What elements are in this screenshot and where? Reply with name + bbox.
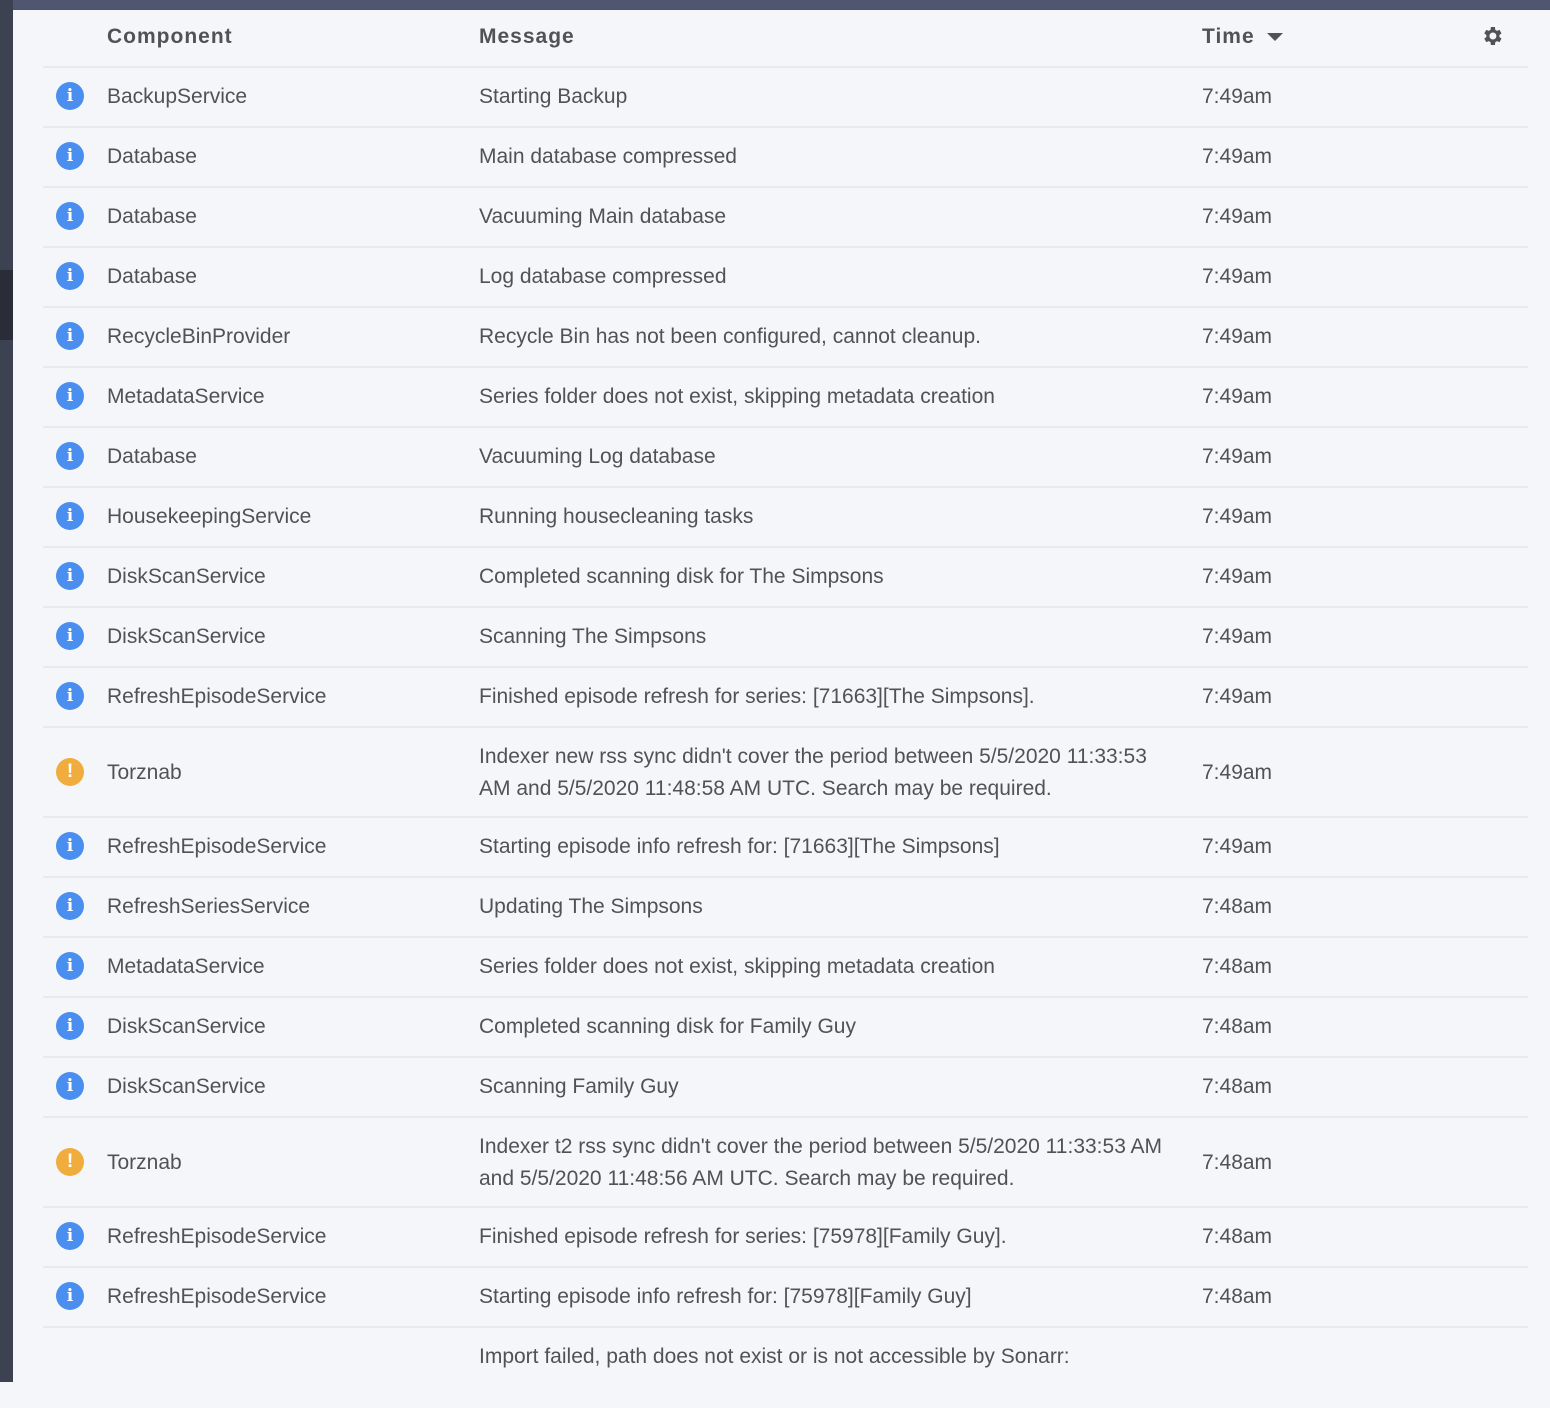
info-icon: i bbox=[56, 1282, 84, 1310]
row-component: HousekeepingService bbox=[107, 505, 312, 528]
row-time: 7:49am bbox=[1202, 565, 1273, 588]
row-time: 7:49am bbox=[1202, 625, 1273, 648]
table-row[interactable] bbox=[43, 938, 1528, 998]
table-row[interactable] bbox=[43, 878, 1528, 938]
row-time: 7:48am bbox=[1202, 1225, 1273, 1248]
top-bar bbox=[13, 0, 1550, 10]
caret-down-icon bbox=[1267, 33, 1283, 41]
row-message: Import failed, path does not exist or is not accessible by Sonarr: bbox=[479, 1345, 1070, 1368]
row-message: Vacuuming Main database bbox=[479, 205, 727, 228]
row-time: 7:49am bbox=[1202, 505, 1273, 528]
info-icon: i bbox=[56, 562, 84, 590]
row-message: Indexer t2 rss sync didn't cover the period between 5/5/2020 11:33:53 AM and 5/5/2020 11:48:56 AM UTC. Search may be required. bbox=[479, 1135, 1163, 1190]
sidebar-active-item[interactable] bbox=[0, 270, 13, 340]
info-icon: i bbox=[56, 952, 84, 980]
row-component: RefreshSeriesService bbox=[107, 895, 311, 918]
row-message: Starting episode info refresh for: [75978][Family Guy] bbox=[479, 1285, 972, 1308]
info-icon: i bbox=[56, 1072, 84, 1100]
row-message: Updating The Simpsons bbox=[479, 895, 703, 918]
row-time: 7:48am bbox=[1202, 1285, 1273, 1308]
table-row[interactable] bbox=[43, 818, 1528, 878]
row-component: RefreshEpisodeService bbox=[107, 1285, 327, 1308]
info-icon: i bbox=[56, 892, 84, 920]
row-component: MetadataService bbox=[107, 385, 265, 408]
table-row[interactable] bbox=[43, 608, 1528, 668]
row-message: Scanning Family Guy bbox=[479, 1075, 679, 1098]
column-header-component[interactable]: Component bbox=[107, 25, 233, 48]
row-time: 7:49am bbox=[1202, 205, 1273, 228]
table-row[interactable] bbox=[43, 428, 1528, 488]
row-component: RefreshEpisodeService bbox=[107, 1225, 327, 1248]
row-time: 7:49am bbox=[1202, 325, 1273, 348]
row-time: 7:48am bbox=[1202, 1151, 1273, 1174]
row-component: Database bbox=[107, 445, 197, 468]
row-component: BackupService bbox=[107, 85, 248, 108]
info-icon: i bbox=[56, 1222, 84, 1250]
row-component: RecycleBinProvider bbox=[107, 325, 291, 348]
table-row[interactable] bbox=[43, 1058, 1528, 1118]
row-component: MetadataService bbox=[107, 955, 265, 978]
table-row[interactable] bbox=[43, 668, 1528, 728]
column-header-time-label: Time bbox=[1202, 25, 1255, 48]
table-row[interactable] bbox=[43, 998, 1528, 1058]
row-time: 7:49am bbox=[1202, 685, 1273, 708]
row-component: Database bbox=[107, 145, 197, 168]
row-component: RefreshEpisodeService bbox=[107, 835, 327, 858]
row-message: Starting Backup bbox=[479, 85, 628, 108]
row-time: 7:48am bbox=[1202, 955, 1273, 978]
table-row[interactable] bbox=[43, 1328, 1528, 1408]
row-component: RefreshEpisodeService bbox=[107, 685, 327, 708]
row-time: 7:48am bbox=[1202, 1015, 1273, 1038]
row-component: Torznab bbox=[107, 1151, 182, 1174]
table-row[interactable] bbox=[43, 728, 1528, 818]
table-row[interactable] bbox=[43, 248, 1528, 308]
table-row[interactable] bbox=[43, 308, 1528, 368]
row-time: 7:49am bbox=[1202, 835, 1273, 858]
row-component: DiskScanService bbox=[107, 1075, 266, 1098]
row-message: Starting episode info refresh for: [71663][The Simpsons] bbox=[479, 835, 1000, 858]
row-message: Recycle Bin has not been configured, cannot cleanup. bbox=[479, 325, 982, 348]
row-component: Database bbox=[107, 205, 197, 228]
row-component: Database bbox=[107, 265, 197, 288]
row-component: Torznab bbox=[107, 761, 182, 784]
row-time: 7:48am bbox=[1202, 895, 1273, 918]
info-icon: i bbox=[56, 832, 84, 860]
row-message: Completed scanning disk for The Simpsons bbox=[479, 565, 884, 588]
gear-icon[interactable] bbox=[1480, 24, 1504, 48]
info-icon: i bbox=[56, 622, 84, 650]
table-row[interactable] bbox=[43, 1118, 1528, 1208]
logs-table bbox=[43, 10, 1528, 1408]
row-component: DiskScanService bbox=[107, 625, 266, 648]
warning-icon: ! bbox=[56, 1148, 84, 1176]
row-time: 7:49am bbox=[1202, 265, 1273, 288]
row-time: 7:49am bbox=[1202, 445, 1273, 468]
row-message: Main database compressed bbox=[479, 145, 737, 168]
warning-icon: ! bbox=[56, 758, 84, 786]
row-message: Indexer new rss sync didn't cover the period between 5/5/2020 11:33:53 AM and 5/5/2020 11:48:58 AM UTC. Search may be required. bbox=[479, 745, 1147, 800]
row-message: Scanning The Simpsons bbox=[479, 625, 707, 648]
row-message: Completed scanning disk for Family Guy bbox=[479, 1015, 856, 1038]
row-time: 7:49am bbox=[1202, 761, 1273, 784]
row-message: Series folder does not exist, skipping metadata creation bbox=[479, 955, 995, 978]
table-row[interactable] bbox=[43, 68, 1528, 128]
row-message: Vacuuming Log database bbox=[479, 445, 716, 468]
info-icon: i bbox=[56, 442, 84, 470]
info-icon: i bbox=[56, 502, 84, 530]
column-header-time[interactable] bbox=[1202, 25, 1283, 49]
table-row[interactable] bbox=[43, 1208, 1528, 1268]
info-icon: i bbox=[56, 682, 84, 710]
row-message: Log database compressed bbox=[479, 265, 727, 288]
table-row[interactable] bbox=[43, 368, 1528, 428]
info-icon: i bbox=[56, 202, 84, 230]
table-header bbox=[43, 10, 1528, 68]
row-time: 7:49am bbox=[1202, 385, 1273, 408]
row-message: Finished episode refresh for series: [71663][The Simpsons]. bbox=[479, 685, 1035, 708]
info-icon: i bbox=[56, 82, 84, 110]
info-icon: i bbox=[56, 382, 84, 410]
table-row[interactable] bbox=[43, 128, 1528, 188]
row-time: 7:49am bbox=[1202, 85, 1273, 108]
info-icon: i bbox=[56, 1012, 84, 1040]
info-icon: i bbox=[56, 142, 84, 170]
row-time: 7:48am bbox=[1202, 1075, 1273, 1098]
info-icon: i bbox=[56, 322, 84, 350]
table-row[interactable] bbox=[43, 548, 1528, 608]
table-row[interactable] bbox=[43, 188, 1528, 248]
row-component: DiskScanService bbox=[107, 565, 266, 588]
table-row[interactable] bbox=[43, 1268, 1528, 1328]
table-body bbox=[43, 68, 1528, 1408]
row-message: Series folder does not exist, skipping metadata creation bbox=[479, 385, 995, 408]
table-row[interactable] bbox=[43, 488, 1528, 548]
row-message: Finished episode refresh for series: [75978][Family Guy]. bbox=[479, 1225, 1007, 1248]
info-icon: i bbox=[56, 262, 84, 290]
column-header-message[interactable]: Message bbox=[479, 25, 575, 48]
sidebar bbox=[0, 0, 13, 1382]
row-time: 7:49am bbox=[1202, 145, 1273, 168]
row-message: Running housecleaning tasks bbox=[479, 505, 754, 528]
row-component: DiskScanService bbox=[107, 1015, 266, 1038]
